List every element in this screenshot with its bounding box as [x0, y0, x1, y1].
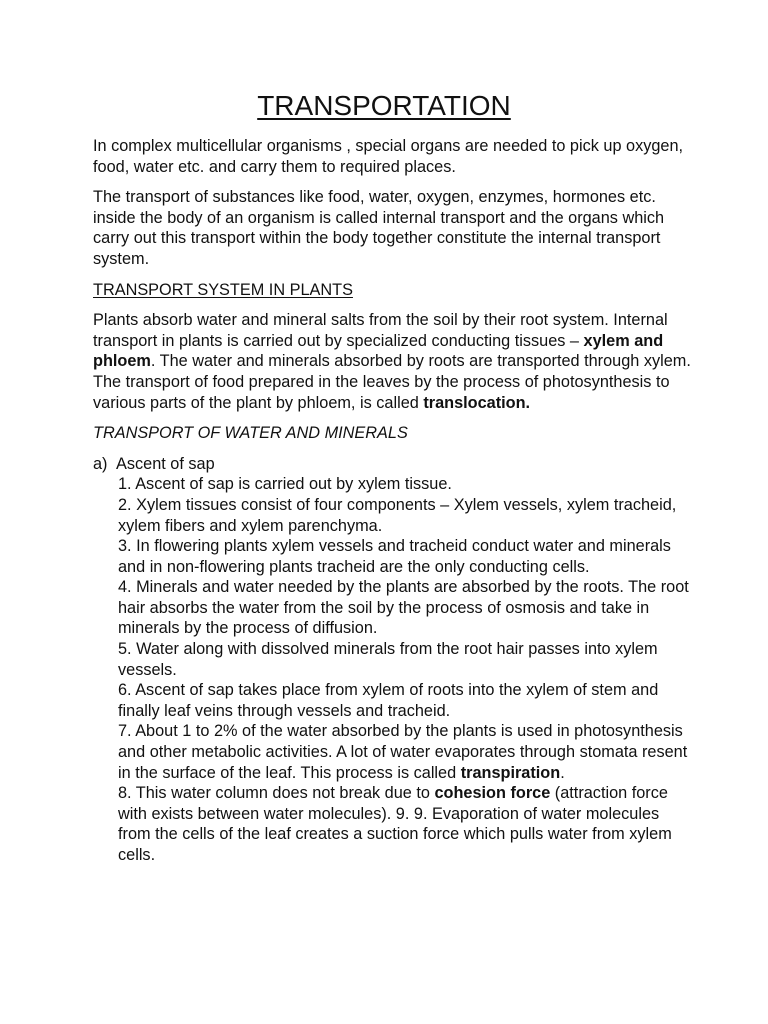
plants-paragraph [93, 310, 693, 413]
document-body [93, 136, 693, 866]
intro-paragraph: In complex multicellular organisms , special organs are needed to pick up oxygen, food, water etc. and carry them to required places. [93, 137, 684, 176]
list-item: 2. Xylem tissues consist of four components – Xylem vessels, xylem tracheid, xylem fibers and xylem parenchyma. [118, 495, 677, 535]
point-8-bold-cohesion-force: cohesion force [434, 784, 551, 803]
list-subheading: Ascent of sap [116, 454, 215, 473]
plants-bold-xylem-phloem: xylem and phloem [93, 331, 664, 371]
plants-bold-translocation: translocation. [423, 393, 531, 412]
point-7-end: . [560, 763, 565, 782]
list-item: 3. In flowering plants xylem vessels and tracheid conduct water and minerals and in non-flowering plants tracheid are the only conducting cells. [118, 537, 671, 576]
point-8-end: (attraction force with exists between water molecules). 9. 9. Evaporation of water molecules from the cells of the leaf creates a suction force which pulls water from xylem cells. [118, 784, 672, 864]
list-item [118, 721, 693, 783]
plants-text-1: Plants absorb water and mineral salts from the soil by their root system. Internal transport in plants is carried out by specialized conducting tissues – [93, 311, 668, 350]
section-heading-water: TRANSPORT OF WATER AND MINERALS [93, 424, 408, 443]
points-list [118, 474, 693, 865]
list-item [118, 783, 693, 865]
point-7-text: 7. About 1 to 2% of the water absorbed by the plants is used in photosynthesis and other metabolic activities. A lot of water evaporates through stomata resent in the surface of the leaf. This process is called [118, 722, 688, 782]
page-title: TRANSPORTATION [257, 90, 511, 121]
list-marker: a) [93, 454, 108, 473]
list-item: 5. Water along with dissolved minerals from the root hair passes into xylem vessels. [118, 640, 658, 679]
list-body [116, 454, 693, 866]
section-heading-plants: TRANSPORT SYSTEM IN PLANTS [93, 280, 353, 299]
list-item: 4. Minerals and water needed by the plants are absorbed by the roots. The root hair absorbs the water from the soil by the process of osmosis and take in minerals by the process of diffusion. [118, 578, 689, 638]
ascent-of-sap-list [93, 454, 693, 866]
list-item: 6. Ascent of sap takes place from xylem of roots into the xylem of stem and finally leaf veins through vessels and tracheid. [118, 681, 659, 720]
point-8-text: 8. This water column does not break due to [118, 784, 435, 803]
plants-text-2: . The water and minerals absorbed by roots are transported through xylem. The transport of food prepared in the leaves by the process of photosynthesis to various parts of the plant by phloem, is called [93, 352, 691, 412]
internal-transport-paragraph: The transport of substances like food, water, oxygen, enzymes, hormones etc. inside the body of an organism is called internal transport and the organs which carry out this transport within the body together constitute the internal transport system. [93, 188, 665, 268]
list-item: 1. Ascent of sap is carried out by xylem tissue. [118, 475, 452, 494]
point-7-bold-transpiration: transpiration [460, 763, 561, 782]
